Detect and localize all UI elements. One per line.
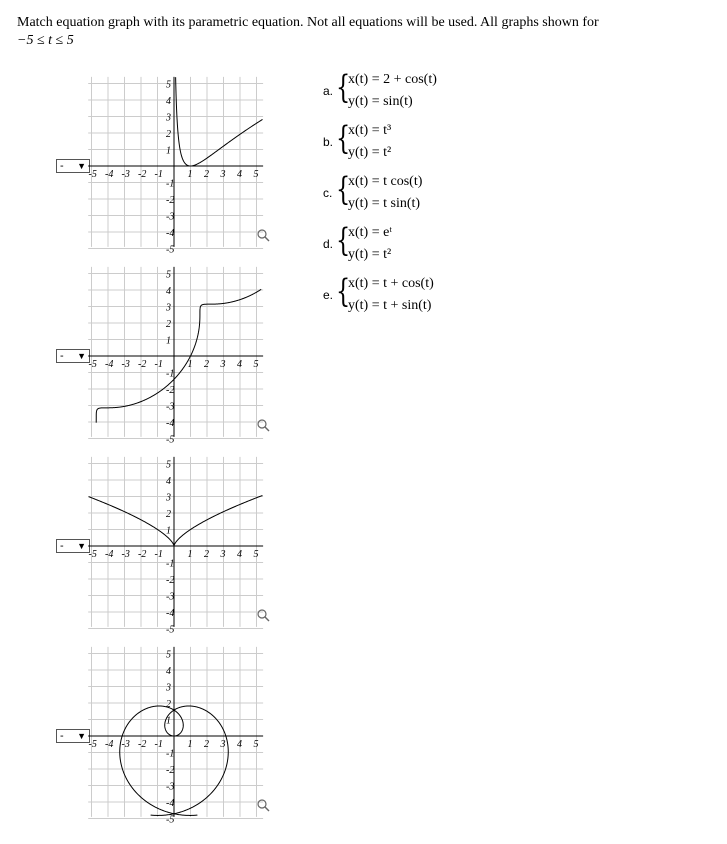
y-tick-label: -3 [166, 401, 175, 413]
y-tick-label: 1 [166, 525, 171, 537]
equation-x: x(t) = t + cos(t) [348, 276, 434, 291]
equation-letter: d. [323, 237, 334, 251]
instructions [17, 14, 717, 50]
x-tick-label: -3 [121, 359, 130, 370]
graph-svg [88, 68, 272, 256]
answer-select[interactable] [56, 539, 90, 553]
select-value: - [60, 350, 64, 362]
x-tick-label: 5 [253, 739, 259, 750]
y-tick-label: 2 [166, 699, 171, 710]
select-value: - [60, 160, 64, 172]
y-tick-label: -1 [166, 178, 175, 190]
y-tick-label: -2 [166, 575, 175, 586]
y-tick-label: -5 [166, 814, 175, 826]
x-tick-label: -4 [105, 359, 114, 370]
y-tick-label: -5 [166, 624, 175, 636]
x-tick-label: -5 [88, 359, 97, 370]
graph-svg [88, 638, 272, 826]
equation-letter: e. [323, 288, 334, 302]
y-tick-label: -3 [166, 591, 175, 603]
graph-row-4 [56, 638, 316, 828]
answer-select[interactable] [56, 729, 90, 743]
y-tick-label: -4 [166, 228, 175, 239]
instructions-range: −5 ≤ t ≤ 5 [17, 33, 74, 48]
chevron-down-icon: ▼ [77, 161, 86, 171]
y-tick-label: -5 [166, 434, 175, 446]
equation-letter: a. [323, 84, 334, 98]
x-tick-label: 1 [187, 359, 193, 370]
x-tick-label: -1 [154, 359, 163, 370]
parametric-graph [88, 448, 272, 636]
x-tick-label: -5 [88, 169, 97, 180]
x-tick-label: 3 [220, 169, 226, 180]
x-tick-label: 5 [253, 169, 259, 180]
answer-select[interactable] [56, 349, 90, 363]
y-tick-label: -1 [166, 558, 175, 570]
x-tick-label: 4 [237, 359, 242, 370]
x-tick-label: 2 [204, 739, 209, 750]
y-tick-label: 2 [166, 129, 171, 140]
x-tick-label: 5 [253, 549, 259, 560]
x-tick-label: -5 [88, 739, 97, 750]
y-tick-label: 2 [166, 509, 171, 520]
x-tick-label: 1 [187, 549, 193, 560]
y-tick-label: 3 [166, 302, 171, 314]
x-tick-label: -3 [121, 169, 130, 180]
y-tick-label: -2 [166, 195, 175, 206]
select-value: - [60, 730, 64, 742]
chevron-down-icon: ▼ [77, 351, 86, 361]
x-tick-label: -2 [138, 549, 147, 560]
parametric-graph [88, 68, 272, 256]
y-tick-label: -1 [166, 368, 175, 380]
equation-letter: b. [323, 135, 334, 149]
x-tick-label: -4 [105, 549, 114, 560]
y-tick-label: -5 [166, 244, 175, 256]
graph-row-2 [56, 258, 316, 448]
y-tick-label: 3 [166, 492, 171, 504]
x-tick-label: 2 [204, 169, 209, 180]
chevron-down-icon: ▼ [77, 731, 86, 741]
y-tick-label: -4 [166, 798, 175, 809]
x-tick-label: -3 [121, 739, 130, 750]
x-tick-label: 2 [204, 549, 209, 560]
equation-x: x(t) = eᵗ [348, 225, 393, 240]
x-tick-label: 1 [187, 739, 193, 750]
x-tick-label: 2 [204, 359, 209, 370]
graph-svg [88, 448, 272, 636]
x-tick-label: 4 [237, 739, 242, 750]
y-tick-label: 4 [166, 476, 171, 487]
y-tick-label: 5 [166, 79, 171, 91]
x-tick-label: 4 [237, 549, 242, 560]
x-tick-label: 3 [220, 549, 226, 560]
x-tick-label: -2 [138, 169, 147, 180]
graph-row-1 [56, 68, 316, 258]
x-tick-label: -3 [121, 549, 130, 560]
x-tick-label: -2 [138, 359, 147, 370]
x-tick-label: 5 [253, 359, 259, 370]
y-tick-label: 1 [166, 335, 171, 347]
equation-y: y(t) = t² [348, 247, 392, 262]
y-tick-label: 3 [166, 112, 171, 124]
y-tick-label: 4 [166, 666, 171, 677]
x-tick-label: -4 [105, 739, 114, 750]
equation-x: x(t) = 2 + cos(t) [348, 72, 437, 87]
y-tick-label: -4 [166, 608, 175, 619]
brace-icon: { [336, 68, 351, 106]
equation-x: x(t) = t³ [348, 123, 392, 138]
parametric-curve [176, 77, 263, 166]
x-tick-label: -2 [138, 739, 147, 750]
brace-icon: { [336, 221, 351, 259]
y-tick-label: 4 [166, 286, 171, 297]
answer-select[interactable] [56, 159, 90, 173]
x-tick-label: -1 [154, 739, 163, 750]
brace-icon: { [336, 119, 351, 157]
x-tick-label: -1 [154, 549, 163, 560]
chevron-down-icon: ▼ [77, 541, 86, 551]
y-tick-label: 4 [166, 96, 171, 107]
x-tick-label: 4 [237, 169, 242, 180]
parametric-curve [89, 492, 263, 546]
y-tick-label: 5 [166, 269, 171, 281]
x-tick-label: 3 [220, 739, 226, 750]
y-tick-label: 3 [166, 682, 171, 694]
y-tick-label: -3 [166, 781, 175, 793]
parametric-graph [88, 638, 272, 826]
y-tick-label: 2 [166, 319, 171, 330]
equation-x: x(t) = t cos(t) [348, 174, 423, 189]
equation-y: y(t) = sin(t) [348, 94, 413, 109]
equation-letter: c. [323, 186, 333, 200]
y-tick-label: 1 [166, 715, 171, 727]
x-tick-label: 1 [187, 169, 193, 180]
brace-icon: { [336, 272, 351, 310]
y-tick-label: 1 [166, 145, 171, 157]
graph-svg [88, 258, 272, 446]
x-tick-label: -4 [105, 169, 114, 180]
instructions-text: Match equation graph with its parametric equation. Not all equations will be used. All graphs shown for [17, 15, 599, 30]
brace-icon: { [336, 170, 351, 208]
y-tick-label: 5 [166, 649, 171, 661]
x-tick-label: 3 [220, 359, 226, 370]
y-tick-label: -2 [166, 385, 175, 396]
equation-y: y(t) = t² [348, 145, 392, 160]
graph-row-3 [56, 448, 316, 638]
x-tick-label: -1 [154, 169, 163, 180]
equation-y: y(t) = t + sin(t) [348, 298, 432, 313]
y-tick-label: -3 [166, 211, 175, 223]
parametric-graph [88, 258, 272, 446]
equation-y: y(t) = t sin(t) [348, 196, 421, 211]
y-tick-label: -2 [166, 765, 175, 776]
y-tick-label: 5 [166, 459, 171, 471]
x-tick-label: -5 [88, 549, 97, 560]
y-tick-label: -4 [166, 418, 175, 429]
y-tick-label: -1 [166, 748, 175, 760]
select-value: - [60, 540, 64, 552]
